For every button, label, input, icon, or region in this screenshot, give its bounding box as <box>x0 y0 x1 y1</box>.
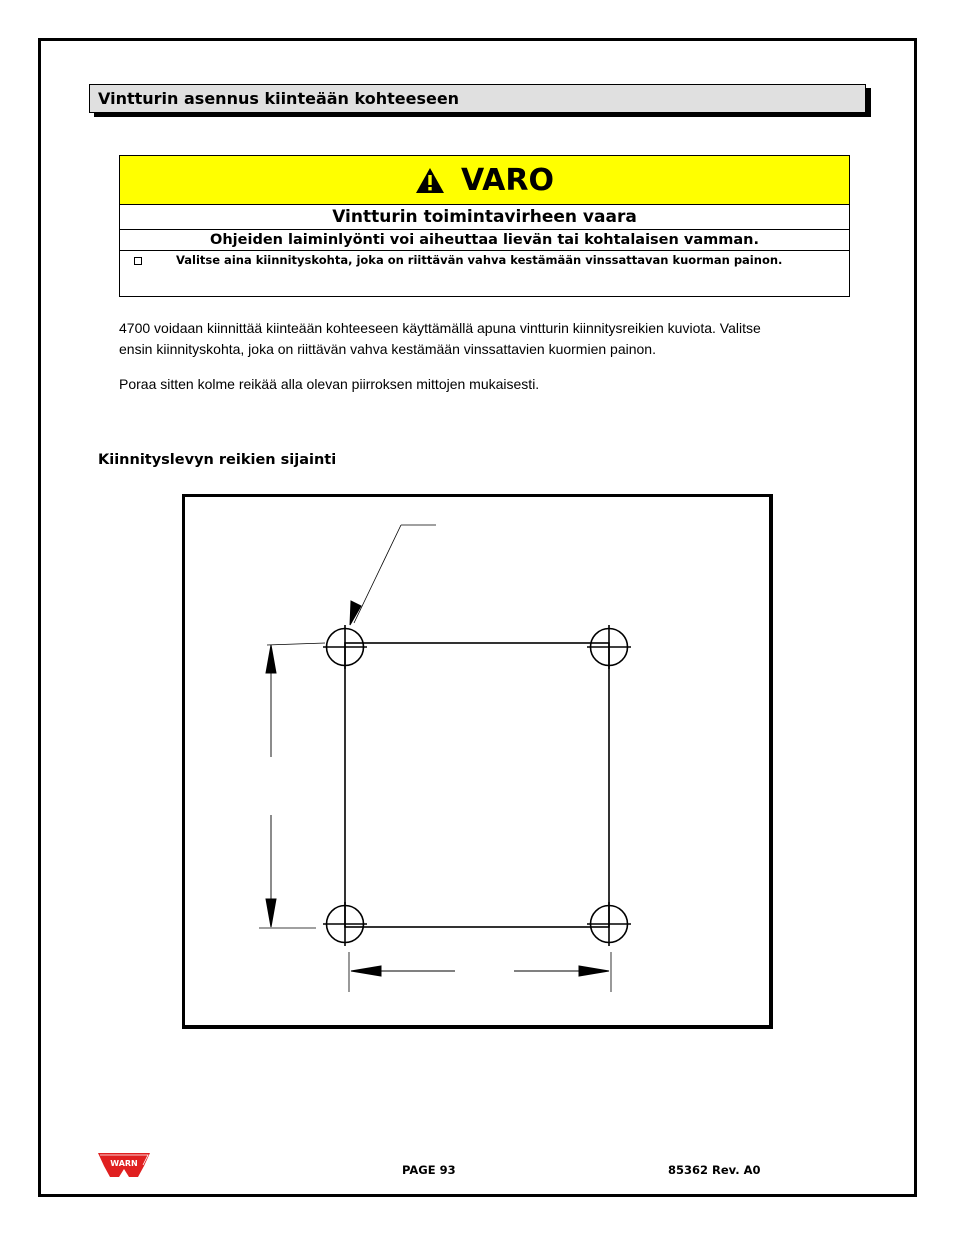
mounting-hole-top-right <box>587 625 631 669</box>
warn-logo-text: WARN <box>110 1159 138 1168</box>
intro-line-2: ensin kiinnityskohta, joka on riittävän vahva kestämään vinssattavien kuormien painon. <box>119 341 656 357</box>
hole-pattern-diagram <box>182 494 773 1029</box>
mounting-hole-top-left <box>323 625 367 669</box>
drill-paragraph: Poraa sitten kolme reikää alla olevan piirroksen mittojen mukaisesti. <box>119 376 540 392</box>
hole-pattern-drawing <box>185 497 769 1025</box>
mounting-hole-bottom-right <box>587 902 631 946</box>
document-revision: 85362 Rev. A0 <box>668 1163 761 1177</box>
caution-title-row <box>120 156 849 205</box>
bolt-pattern-outline <box>345 643 609 927</box>
warn-logo-icon <box>97 1152 151 1178</box>
vertical-dimension <box>259 643 325 928</box>
intro-line-1: 4700 voidaan kiinnittää kiinteään kohteeseen käyttämällä apuna vintturin kiinnitysreikien kuviota. Valitse <box>119 320 761 336</box>
intro-paragraph <box>119 318 854 360</box>
page-number: PAGE 93 <box>402 1163 456 1177</box>
warn-logo <box>97 1152 151 1182</box>
caution-box <box>119 155 850 297</box>
signal-word: VARO <box>460 162 554 198</box>
instruction-item <box>120 251 849 296</box>
warning-triangle-icon <box>415 167 445 194</box>
instruction-text: Valitse aina kiinnityskohta, joka on riittävän vahva kestämään vinssattavan kuorman painon. <box>176 253 783 267</box>
horizontal-dimension <box>349 952 611 992</box>
section-title: Vintturin asennus kiinteään kohteeseen <box>89 84 866 113</box>
checkbox-bullet-icon <box>134 257 142 265</box>
leader-line <box>350 525 436 625</box>
diagram-heading: Kiinnityslevyn reikien sijainti <box>98 452 337 468</box>
hazard-statement: Vintturin toimintavirheen vaara <box>120 205 849 230</box>
consequence-statement: Ohjeiden laiminlyönti voi aiheuttaa lievän tai kohtalaisen vamman. <box>120 230 849 251</box>
mounting-hole-bottom-left <box>323 902 367 946</box>
